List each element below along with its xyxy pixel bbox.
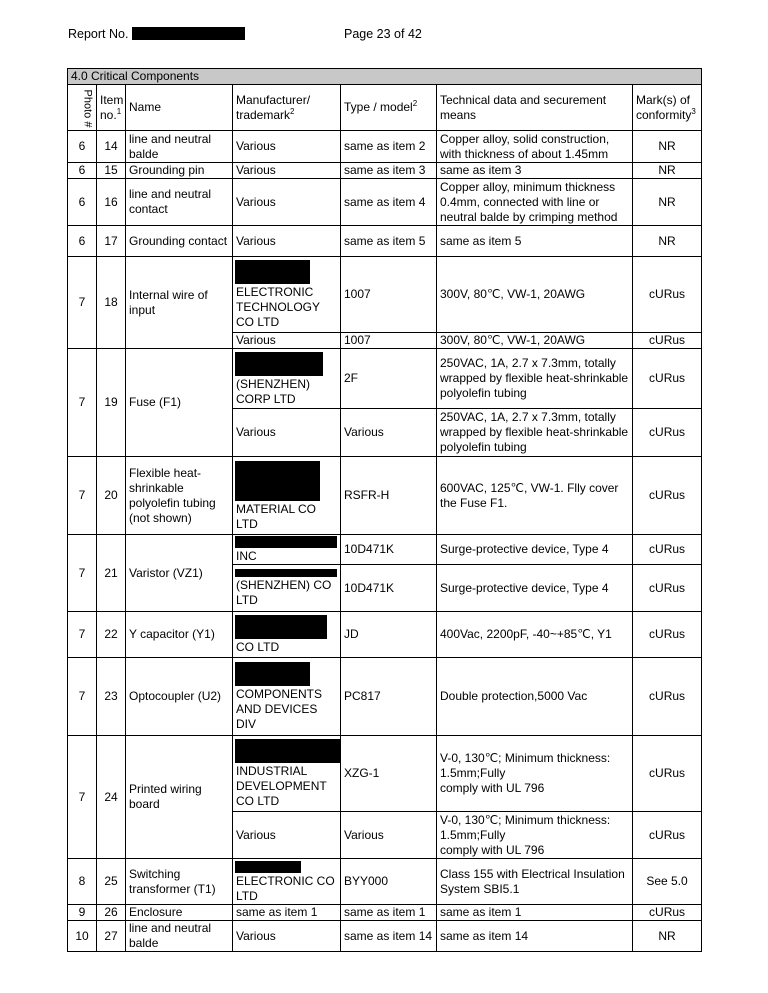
type-cell: PC817 <box>341 658 437 736</box>
name-cell: Printed wiring board <box>126 736 233 859</box>
item-cell: 14 <box>97 131 126 163</box>
item-cell: 26 <box>97 905 126 921</box>
item-cell: 16 <box>97 179 126 226</box>
name-cell: Y capacitor (Y1) <box>126 612 233 658</box>
manufacturer-cell: same as item 1 <box>233 905 341 921</box>
item-cell: 18 <box>97 257 126 349</box>
photo-cell: 6 <box>68 131 97 163</box>
manufacturer-cell: ELECTRONIC TECHNOLOGY CO LTD <box>233 257 341 333</box>
name-cell: Optocoupler (U2) <box>126 658 233 736</box>
manufacturer-cell: Various <box>233 812 341 859</box>
type-cell: 10D471K <box>341 565 437 612</box>
column-header-row <box>68 85 702 131</box>
name-cell: Varistor (VZ1) <box>126 535 233 612</box>
redacted-manufacturer <box>235 260 310 284</box>
type-cell: Various <box>341 812 437 859</box>
name-cell: Grounding contact <box>126 226 233 257</box>
photo-cell: 10 <box>68 921 97 952</box>
photo-cell: 6 <box>68 226 97 257</box>
col-item: Item no.$^1$ <box>97 85 126 131</box>
photo-cell: 7 <box>68 257 97 349</box>
type-cell: same as item 4 <box>341 179 437 226</box>
manufacturer-cell: Various <box>233 333 341 349</box>
mark-cell: cURus <box>633 812 702 859</box>
type-cell: BYY000 <box>341 859 437 905</box>
item-cell: 22 <box>97 612 126 658</box>
type-cell: 1007 <box>341 257 437 333</box>
manufacturer-cell: Various <box>233 163 341 179</box>
type-cell: same as item 5 <box>341 226 437 257</box>
type-cell: same as item 1 <box>341 905 437 921</box>
mark-cell: NR <box>633 163 702 179</box>
manufacturer-cell: Various <box>233 409 341 457</box>
col-name: Name <box>126 85 233 131</box>
mark-cell: cURus <box>633 565 702 612</box>
type-cell: 10D471K <box>341 535 437 565</box>
mark-cell: cURus <box>633 905 702 921</box>
type-cell: JD <box>341 612 437 658</box>
technical-cell: Copper alloy, solid construction, with thickness of about 1.45mm <box>437 131 633 163</box>
col-marks: Mark(s) of conformity$^3$ <box>633 85 702 131</box>
table-row <box>68 226 702 257</box>
name-cell: line and neutral balde <box>126 131 233 163</box>
mark-cell: cURus <box>633 257 702 333</box>
technical-cell: same as item 1 <box>437 905 633 921</box>
type-cell: 2F <box>341 349 437 409</box>
type-cell: same as item 2 <box>341 131 437 163</box>
technical-cell: Double protection,5000 Vac <box>437 658 633 736</box>
mark-cell: cURus <box>633 658 702 736</box>
item-cell: 15 <box>97 163 126 179</box>
mark-cell: cURus <box>633 349 702 409</box>
photo-cell: 6 <box>68 179 97 226</box>
page-number: Page 23 of 42 <box>344 27 422 41</box>
item-cell: 19 <box>97 349 126 457</box>
technical-cell: Surge-protective device, Type 4 <box>437 565 633 612</box>
item-cell: 24 <box>97 736 126 859</box>
redacted-manufacturer <box>235 536 337 548</box>
technical-cell: Surge-protective device, Type 4 <box>437 535 633 565</box>
name-cell: line and neutral balde <box>126 921 233 952</box>
photo-cell: 7 <box>68 457 97 535</box>
mark-cell: cURus <box>633 409 702 457</box>
mark-cell: NR <box>633 921 702 952</box>
technical-cell: 300V, 80℃, VW-1, 20AWG <box>437 333 633 349</box>
table-row <box>68 131 702 163</box>
manufacturer-cell: MATERIAL CO LTD <box>233 457 341 535</box>
type-cell: Various <box>341 409 437 457</box>
item-cell: 17 <box>97 226 126 257</box>
table-row <box>68 905 702 921</box>
table-row <box>68 257 702 333</box>
manufacturer-cell: Various <box>233 179 341 226</box>
redacted-manufacturer <box>235 461 320 501</box>
table-row <box>68 612 702 658</box>
mark-cell: cURus <box>633 535 702 565</box>
table-row <box>68 658 702 736</box>
technical-cell: same as item 14 <box>437 921 633 952</box>
table-row <box>68 736 702 812</box>
photo-cell: 8 <box>68 859 97 905</box>
technical-cell: 250VAC, 1A, 2.7 x 7.3mm, totally wrapped by flexible heat-shrinkable polyolefin tubing <box>437 349 633 409</box>
name-cell: line and neutral contact <box>126 179 233 226</box>
item-cell: 21 <box>97 535 126 612</box>
table-row <box>68 859 702 905</box>
mark-cell: See 5.0 <box>633 859 702 905</box>
table-row <box>68 179 702 226</box>
type-cell: same as item 14 <box>341 921 437 952</box>
type-cell: 1007 <box>341 333 437 349</box>
manufacturer-cell: Various <box>233 226 341 257</box>
manufacturer-cell: COMPONENTS AND DEVICES DIV <box>233 658 341 736</box>
mark-cell: NR <box>633 179 702 226</box>
name-cell: Internal wire of input <box>126 257 233 349</box>
type-cell: same as item 3 <box>341 163 437 179</box>
mark-cell: cURus <box>633 612 702 658</box>
technical-cell: Class 155 with Electrical Insulation System SBI5.1 <box>437 859 633 905</box>
col-technical: Technical data and securement means <box>437 85 633 131</box>
mark-cell: NR <box>633 226 702 257</box>
redacted-manufacturer <box>235 861 301 873</box>
technical-cell: Copper alloy, minimum thickness 0.4mm, connected with line or neutral balde by crimping method <box>437 179 633 226</box>
report-number-label: Report No. <box>68 27 129 41</box>
technical-cell: same as item 3 <box>437 163 633 179</box>
item-cell: 27 <box>97 921 126 952</box>
technical-cell: 600VAC, 125℃, VW-1. Flly cover the Fuse F1. <box>437 457 633 535</box>
technical-cell: V-0, 130℃; Minimum thickness: 1.5mm;Fully comply with UL 796 <box>437 812 633 859</box>
manufacturer-cell: CO LTD <box>233 612 341 658</box>
manufacturer-cell: INDUSTRIAL DEVELOPMENT CO LTD <box>233 736 341 812</box>
name-cell: Fuse (F1) <box>126 349 233 457</box>
table-row <box>68 457 702 535</box>
redacted-report-number <box>132 27 245 40</box>
section-header-row <box>68 69 702 85</box>
mark-cell: cURus <box>633 333 702 349</box>
technical-cell: 300V, 80℃, VW-1, 20AWG <box>437 257 633 333</box>
critical-components-table <box>67 68 702 952</box>
photo-cell: 7 <box>68 535 97 612</box>
manufacturer-cell: (SHENZHEN) CORP LTD <box>233 349 341 409</box>
photo-cell: 7 <box>68 349 97 457</box>
name-cell: Grounding pin <box>126 163 233 179</box>
redacted-manufacturer <box>235 569 337 577</box>
manufacturer-cell: Various <box>233 921 341 952</box>
col-photo: Photo # <box>68 85 97 131</box>
photo-cell: 6 <box>68 163 97 179</box>
table-row <box>68 535 702 565</box>
col-type: Type / model$^2$ <box>341 85 437 131</box>
table-row <box>68 921 702 952</box>
mark-cell: cURus <box>633 457 702 535</box>
item-cell: 23 <box>97 658 126 736</box>
photo-cell: 7 <box>68 736 97 859</box>
redacted-manufacturer <box>235 352 323 376</box>
type-cell: XZG-1 <box>341 736 437 812</box>
name-cell: Switching transformer (T1) <box>126 859 233 905</box>
table-row <box>68 349 702 409</box>
manufacturer-cell: ELECTRONIC CO LTD <box>233 859 341 905</box>
technical-cell: V-0, 130℃; Minimum thickness: 1.5mm;Fully comply with UL 796 <box>437 736 633 812</box>
name-cell: Enclosure <box>126 905 233 921</box>
redacted-manufacturer <box>235 615 327 639</box>
photo-cell: 7 <box>68 658 97 736</box>
redacted-manufacturer <box>235 662 310 686</box>
mark-cell: NR <box>633 131 702 163</box>
technical-cell: same as item 5 <box>437 226 633 257</box>
manufacturer-cell: Various <box>233 131 341 163</box>
manufacturer-cell: INC <box>233 535 341 565</box>
report-number <box>68 27 245 41</box>
technical-cell: 400Vac, 2200pF, -40~+85℃, Y1 <box>437 612 633 658</box>
manufacturer-cell: (SHENZHEN) CO LTD <box>233 565 341 612</box>
item-cell: 20 <box>97 457 126 535</box>
item-cell: 25 <box>97 859 126 905</box>
page-header <box>68 27 700 45</box>
col-manufacturer: Manufacturer/ trademark$^2$ <box>233 85 341 131</box>
section-title: 4.0 Critical Components <box>68 69 702 85</box>
name-cell: Flexible heat-shrinkable polyolefin tubing (not shown) <box>126 457 233 535</box>
type-cell: RSFR-H <box>341 457 437 535</box>
table-row <box>68 163 702 179</box>
photo-cell: 9 <box>68 905 97 921</box>
redacted-manufacturer <box>235 739 340 763</box>
photo-cell: 7 <box>68 612 97 658</box>
mark-cell: cURus <box>633 736 702 812</box>
technical-cell: 250VAC, 1A, 2.7 x 7.3mm, totally wrapped by flexible heat-shrinkable polyolefin tubing <box>437 409 633 457</box>
